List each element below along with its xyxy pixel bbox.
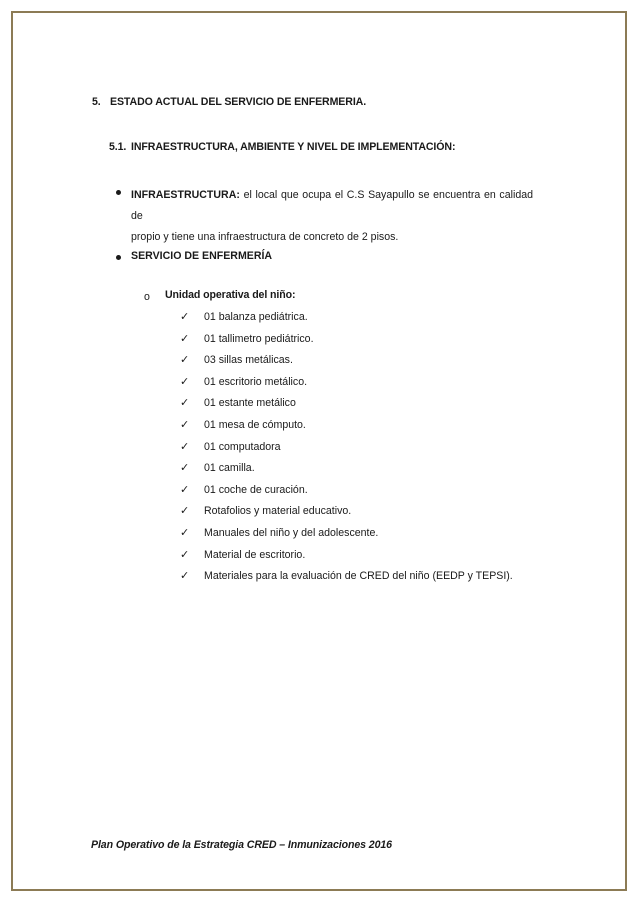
bullet-icon — [116, 255, 121, 260]
list-item-text: 01 tallimetro pediátrico. — [204, 332, 314, 345]
bullet-icon — [116, 190, 121, 195]
infraestructura-text-2: propio y tiene una infraestructura de concreto de 2 pisos. — [131, 231, 399, 243]
list-item — [180, 307, 513, 329]
list-item — [180, 501, 513, 523]
list-item — [180, 523, 513, 545]
list-item — [180, 566, 513, 588]
list-item-text: Manuales del niño y del adolescente. — [204, 526, 379, 539]
list-item — [180, 372, 513, 394]
list-item — [180, 415, 513, 437]
check-icon: ✓ — [180, 311, 190, 323]
list-item-text: 01 camilla. — [204, 462, 255, 475]
list-item — [180, 458, 513, 480]
list-item-text: Materiales para la evaluación de CRED del niño (EEDP y TEPSI). — [204, 570, 513, 583]
list-item — [180, 437, 513, 459]
check-icon: ✓ — [180, 375, 190, 388]
subsection-heading — [109, 141, 455, 153]
list-item — [180, 480, 513, 502]
subsection-number: 5.1. — [109, 141, 127, 153]
check-icon: ✓ — [180, 397, 190, 410]
section-title: ESTADO ACTUAL DEL SERVICIO DE ENFERMERIA. — [110, 96, 367, 108]
list-item-text: 01 escritorio metálico. — [204, 375, 308, 388]
section-number: 5. — [92, 96, 101, 108]
list-item — [180, 329, 513, 351]
check-icon: ✓ — [180, 483, 190, 496]
check-icon: ✓ — [180, 526, 190, 539]
list-item-text: 01 computadora — [204, 440, 281, 453]
check-icon: ✓ — [180, 505, 190, 518]
list-item-text: Rotafolios y material educativo. — [204, 505, 352, 518]
check-icon: ✓ — [180, 354, 190, 367]
infraestructura-label: INFRAESTRUCTURA: — [131, 189, 240, 201]
infraestructura-text-1: el local que ocupa el C.S Sayapullo se encuentra en calidad de — [131, 189, 533, 222]
hollow-bullet-icon: o — [144, 291, 150, 303]
check-icon: ✓ — [180, 332, 190, 345]
unidad-title: Unidad operativa del niño: — [165, 289, 296, 301]
list-item-text: Material de escritorio. — [204, 548, 306, 561]
list-item-text: 03 sillas metálicas. — [204, 354, 293, 367]
list-item — [180, 393, 513, 415]
page-footer: Plan Operativo de la Estrategia CRED – Inmunizaciones 2016 — [91, 839, 392, 851]
infraestructura-line-1 — [131, 185, 533, 227]
check-icon: ✓ — [180, 570, 190, 583]
list-item-text: 01 coche de curación. — [204, 483, 308, 496]
list-item-text: 01 estante metálico — [204, 397, 296, 410]
check-icon: ✓ — [180, 548, 190, 561]
servicio-heading: SERVICIO DE ENFERMERÍA — [131, 250, 273, 262]
check-icon: ✓ — [180, 418, 190, 431]
check-icon: ✓ — [180, 462, 190, 475]
list-item-text: 01 balanza pediátrica. — [204, 311, 308, 323]
list-item-text: 01 mesa de cómputo. — [204, 418, 306, 431]
section-heading — [92, 96, 366, 108]
infraestructura-paragraph — [131, 185, 533, 248]
equipment-list — [180, 307, 513, 588]
list-item — [180, 350, 513, 372]
list-item — [180, 545, 513, 567]
check-icon: ✓ — [180, 440, 190, 453]
subsection-title: INFRAESTRUCTURA, AMBIENTE Y NIVEL DE IMPLEMENTACIÓN: — [131, 141, 456, 153]
